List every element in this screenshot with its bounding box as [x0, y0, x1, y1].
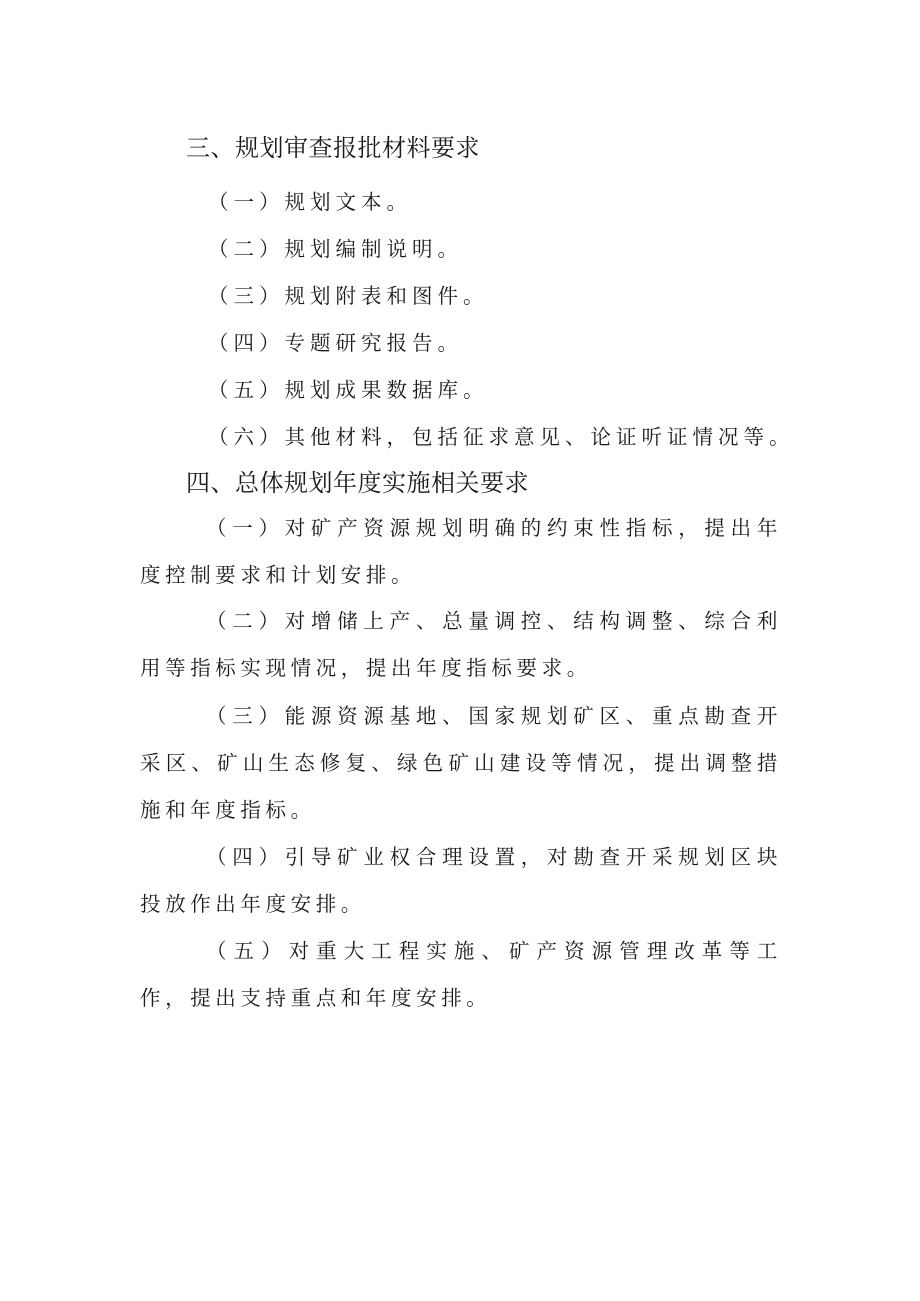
section-3-item-3: （三）规划附表和图件。 — [208, 284, 489, 308]
section-3-item-5: （五）规划成果数据库。 — [208, 378, 489, 402]
section-4-paragraph-3: （三）能源资源基地、国家规划矿区、重点勘查开采区、矿山生态修复、绿色矿山建设等情况，提出调整措施和年度指标。 — [140, 704, 782, 822]
section-4-paragraph-5: （五）对重大工程实施、矿产资源管理改革等工作，提出支持重点和年度安排。 — [140, 939, 782, 1010]
section-3-item-1: （一）规划文本。 — [208, 190, 412, 214]
section-3-item-4: （四）专题研究报告。 — [208, 331, 463, 355]
section-3-heading: 三、规划审查报批材料要求 — [186, 134, 480, 162]
section-4-paragraph-4: （四）引导矿业权合理设置，对勘查开采规划区块投放作出年度安排。 — [140, 845, 782, 916]
section-4-heading: 四、总体规划年度实施相关要求 — [186, 469, 529, 497]
section-4-paragraph-2: （二）对增储上产、总量调控、结构调整、综合利用等指标实现情况，提出年度指标要求。 — [140, 609, 782, 680]
section-4-paragraph-1: （一）对矿产资源规划明确的约束性指标，提出年度控制要求和计划安排。 — [140, 516, 782, 587]
section-3-item-2: （二）规划编制说明。 — [208, 237, 463, 261]
section-3-item-6: （六）其他材料，包括征求意见、论证听证情况等。 — [208, 425, 795, 449]
